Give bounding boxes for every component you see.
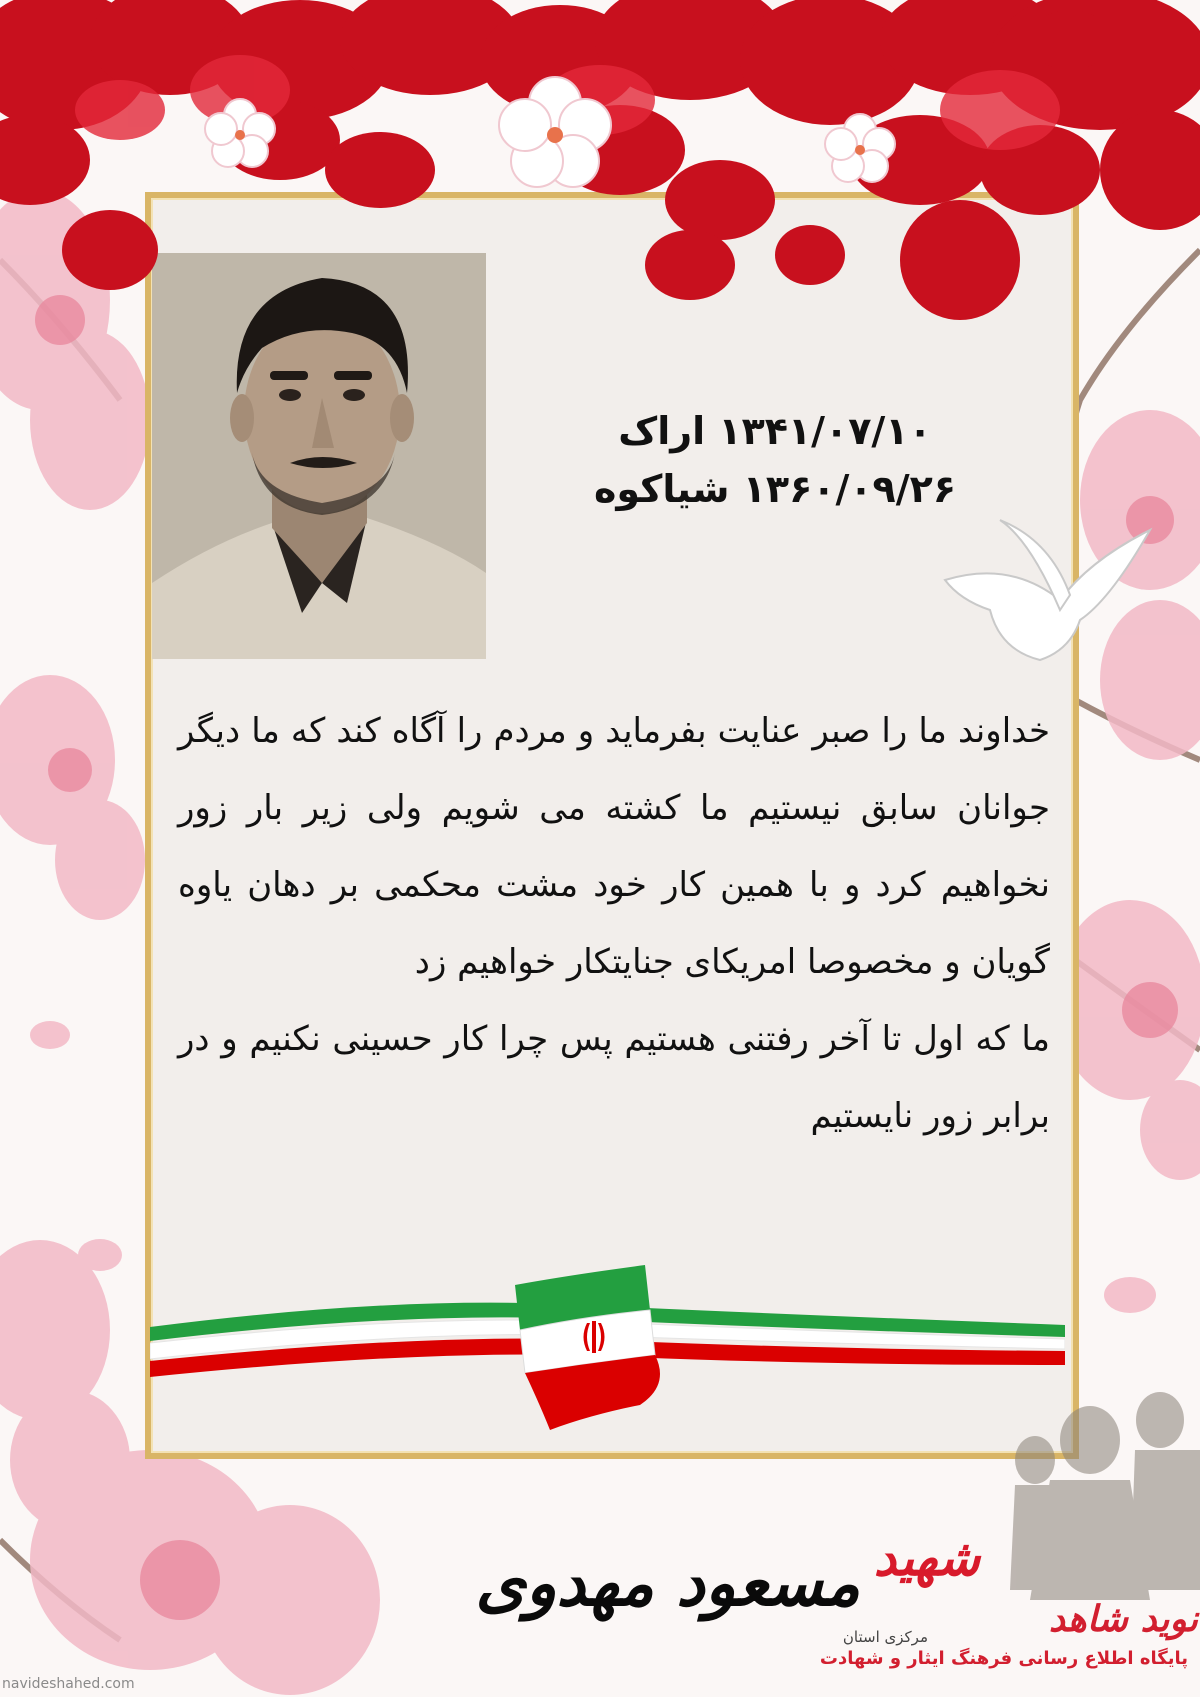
- logo-brand: نوید شاهد: [1048, 1598, 1198, 1640]
- birth-date-place: ۱۳۴۱/۰۷/۱۰ اراک: [618, 409, 932, 453]
- martyr-title: شهید: [873, 1528, 980, 1587]
- martyr-full-name: مسعود مهدوی: [475, 1546, 860, 1621]
- testament-paragraph: ما که اول تا آخر رفتنی هستیم پس چرا کار حسینی نکنیم و در برابر زور نایستیم: [178, 1019, 1050, 1136]
- logo-province: مرکزی استان: [842, 1628, 928, 1646]
- site-watermark: navideshahed.com: [2, 1676, 135, 1692]
- logo-org-line: پایگاه اطلاع رسانی فرهنگ ایثار و شهادت: [819, 1648, 1188, 1669]
- martyrdom-date-place: ۱۳۶۰/۰۹/۲۶ شیاکوه: [593, 467, 957, 511]
- site-logo: [818, 1598, 1198, 1694]
- testament-paragraph: خداوند ما را صبر عنایت بفرماید و مردم را آگاه کند که ما دیگر جوانان سابق نیستیم ما کشته می شویم ولی زیر بار زور نخواهیم کرد و با همین کار خود مشت محکمی بر دهان یاوه گویان و مخصوصا امریکای جنایتکار خواهیم زد: [178, 711, 1050, 982]
